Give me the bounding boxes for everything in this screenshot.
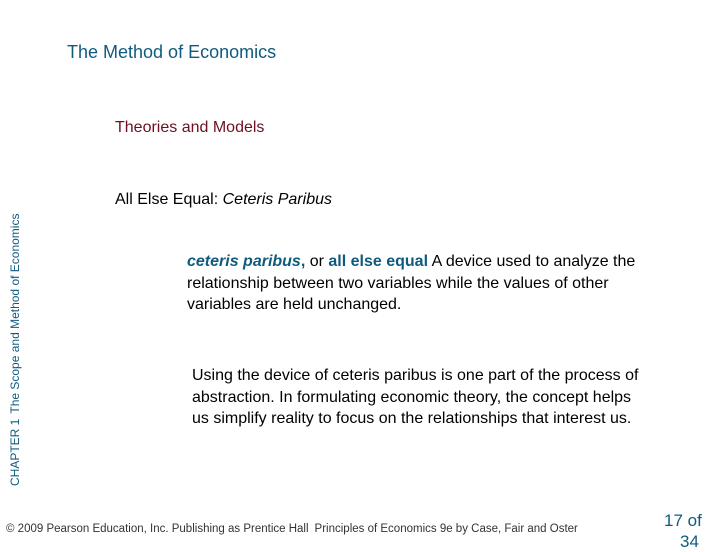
chapter-side-label: [8, 176, 22, 486]
slide-subtitle: Theories and Models: [115, 119, 265, 136]
chapter-name: The Scope and Method of Economics: [8, 213, 22, 414]
definition-block: [187, 251, 657, 316]
definition-comma: ,: [300, 253, 306, 270]
definition-term-plain: all else equal: [328, 253, 429, 270]
chapter-number: CHAPTER 1: [8, 418, 22, 486]
footer-book: Principles of Economics 9e by Case, Fair and Oster: [314, 523, 578, 535]
slide-footer: [6, 523, 578, 535]
definition-or: or: [305, 253, 329, 270]
heading-lead: All Else Equal:: [115, 191, 223, 208]
heading-italic: Ceteris Paribus: [222, 191, 332, 208]
definition-term-italic: ceteris paribus: [187, 253, 301, 270]
page-total: 34: [680, 532, 699, 551]
footer-copyright: © 2009 Pearson Education, Inc. Publishing as Prentice Hall: [6, 523, 309, 535]
section-heading: [115, 191, 332, 209]
body-paragraph: Using the device of ceteris paribus is one part of the process of abstraction. In formulating economic theory, the concept helps us simplify reality to focus on the relationships that interest us.: [192, 367, 639, 427]
page-number: 17 of: [664, 511, 702, 530]
definition-text: A device used to analyze the relationship between two variables while the values of other variables are held unchanged.: [187, 253, 636, 313]
slide-title: The Method of Economics: [67, 42, 277, 62]
